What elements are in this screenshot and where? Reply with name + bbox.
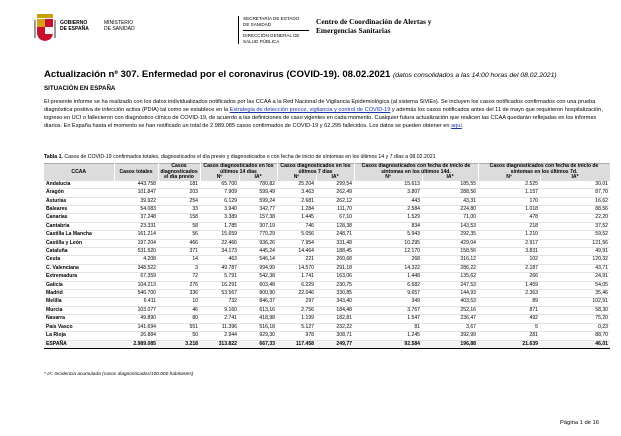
ministry-label bbox=[104, 20, 135, 32]
table-row bbox=[44, 181, 610, 189]
secretariat-line-2: DE SANIDAD bbox=[243, 21, 272, 27]
table-row bbox=[44, 306, 610, 314]
table-cell: 262,49 bbox=[316, 189, 354, 197]
table-cell: 2.989.085 bbox=[114, 340, 158, 348]
table-cell: 54.083 bbox=[114, 206, 158, 214]
table-cell: 9.657 bbox=[354, 290, 422, 298]
table-cell: 603,48 bbox=[239, 281, 277, 289]
table-cell: 72 bbox=[158, 273, 200, 281]
table-cell: 14.322 bbox=[354, 264, 422, 272]
table-cell: 249,77 bbox=[316, 340, 354, 348]
table-row bbox=[44, 222, 610, 230]
table-cell: 121,56 bbox=[540, 239, 610, 247]
col-ia: IA* bbox=[316, 175, 354, 181]
table-row bbox=[44, 248, 610, 256]
center-name bbox=[316, 17, 431, 35]
table-cell: 266 bbox=[478, 273, 540, 281]
table-cell: 5 bbox=[478, 323, 540, 331]
table-cell: 297 bbox=[277, 298, 316, 306]
table-cell: 21.639 bbox=[478, 340, 540, 348]
table-cell: 254 bbox=[158, 197, 200, 205]
center-line-2: Emergencias Sanitarias bbox=[316, 26, 391, 35]
intro-text-1: El presente informe se ha realizado con los datos individualizados notificados por las CCAA a la Red Nacional de Vigilancia Epidemiológica (al sistema SiViEs). Se incluyen los casos notificados confirmados con una prueba diagnóstica positiva de infección activa (PDIA) tal como se establece en la bbox=[44, 99, 596, 113]
table-cell: 392,99 bbox=[422, 332, 478, 340]
gov-line-1: GOBIERNO bbox=[60, 20, 88, 26]
table-cell: 268 bbox=[354, 256, 422, 264]
table-row bbox=[44, 323, 610, 331]
table-cell: 232,22 bbox=[316, 323, 354, 331]
table-cell: 248,71 bbox=[316, 231, 354, 239]
table-cell: 1.448 bbox=[354, 273, 422, 281]
table-cell: 39.922 bbox=[114, 197, 158, 205]
cell-ccaa: Murcia bbox=[44, 306, 114, 314]
table-cell: 224,80 bbox=[422, 206, 478, 214]
table-cell: 1.529 bbox=[354, 214, 422, 222]
table-cell: 276 bbox=[158, 281, 200, 289]
table-row bbox=[44, 239, 610, 247]
table-cell: 117.458 bbox=[277, 340, 316, 348]
table-cell: 929,30 bbox=[239, 332, 277, 340]
table-cell: 135,62 bbox=[422, 273, 478, 281]
table-cell: 49,91 bbox=[540, 248, 610, 256]
table-cell: 871 bbox=[478, 306, 540, 314]
report-title bbox=[44, 69, 557, 80]
table-cell: 1.018 bbox=[478, 206, 540, 214]
table-cell: 170 bbox=[478, 197, 540, 205]
table-cell: 994,99 bbox=[239, 264, 277, 272]
cell-ccaa: Ceuta bbox=[44, 256, 114, 264]
table-cell: 6.229 bbox=[277, 281, 316, 289]
cell-ccaa: Castilla y León bbox=[44, 239, 114, 247]
table-cell: 371 bbox=[158, 248, 200, 256]
table-cell: 732 bbox=[200, 298, 239, 306]
table-cell: 59,52 bbox=[540, 231, 610, 239]
table-cell: 1.785 bbox=[200, 222, 239, 230]
cell-ccaa: Melilla bbox=[44, 298, 114, 306]
table-cell: 260,68 bbox=[316, 256, 354, 264]
table-total-row bbox=[44, 340, 610, 348]
table-cell: 2.584 bbox=[354, 206, 422, 214]
report-title-main: Actualización nº 307. Enfermedad por el coronavirus (COVID-19). 08.02.2021 bbox=[44, 69, 391, 80]
table-cell: 23.331 bbox=[114, 222, 158, 230]
cell-ccaa: Extremadura bbox=[44, 273, 114, 281]
table-cell: 88,56 bbox=[540, 206, 610, 214]
direction-line-2: SALUD PÚBLICA bbox=[243, 38, 280, 44]
cell-ccaa: Castilla La Mancha bbox=[44, 231, 114, 239]
table-cell: 286,22 bbox=[422, 264, 478, 272]
table-cell: 780,82 bbox=[239, 181, 277, 189]
col-prev: Casos diagnosticados el día previo bbox=[158, 164, 200, 181]
table-cell: 16,62 bbox=[540, 197, 610, 205]
table-cell: 6.411 bbox=[114, 298, 158, 306]
table-row bbox=[44, 264, 610, 272]
table-caption-label: Tabla 1. bbox=[44, 154, 63, 160]
table-cell: 331,48 bbox=[316, 239, 354, 247]
table-cell: 14.464 bbox=[277, 248, 316, 256]
table-row bbox=[44, 273, 610, 281]
table-cell: 6.129 bbox=[200, 197, 239, 205]
table-cell: 185,55 bbox=[422, 181, 478, 189]
table-cell: 2.917 bbox=[478, 239, 540, 247]
table-cell: 11.396 bbox=[200, 323, 239, 331]
table-cell: 26.884 bbox=[114, 332, 158, 340]
table-cell: 307,19 bbox=[239, 222, 277, 230]
table-row bbox=[44, 256, 610, 264]
table-cell: 141.694 bbox=[114, 323, 158, 331]
col-n: Nº bbox=[277, 175, 316, 181]
col-group-symptoms-7d: Casos diagnosticados con fecha de inicio de síntomas en los últimos 7d. bbox=[478, 164, 610, 176]
table-cell: 67.359 bbox=[114, 273, 158, 281]
table-cell: 1.210 bbox=[478, 231, 540, 239]
coat-of-arms-icon bbox=[34, 14, 56, 42]
table-cell: 1.157 bbox=[478, 189, 540, 197]
table-cell: 551 bbox=[158, 323, 200, 331]
table-cell: 463 bbox=[200, 256, 239, 264]
table-cell: 88,70 bbox=[540, 332, 610, 340]
table-cell: 157,38 bbox=[239, 214, 277, 222]
table-cell: 281 bbox=[478, 332, 540, 340]
table-cell: 1.741 bbox=[277, 273, 316, 281]
data-link[interactable]: aquí bbox=[451, 123, 462, 129]
table-cell: 546.700 bbox=[114, 290, 158, 298]
table-cell: 15.613 bbox=[354, 181, 422, 189]
table-cell: 1.547 bbox=[354, 315, 422, 323]
table-cell: 203 bbox=[158, 189, 200, 197]
table-cell: 2.756 bbox=[277, 306, 316, 314]
table-cell: 58,30 bbox=[540, 306, 610, 314]
table-cell: 54,05 bbox=[540, 281, 610, 289]
table-cell: 667,33 bbox=[239, 340, 277, 348]
table-cell: 2.944 bbox=[200, 332, 239, 340]
table-cell: 12.170 bbox=[354, 248, 422, 256]
table-cell: 182,81 bbox=[316, 315, 354, 323]
table-cell: 24,91 bbox=[540, 273, 610, 281]
table-cell: 102,91 bbox=[540, 298, 610, 306]
table-cell: 308,71 bbox=[316, 332, 354, 340]
table-cell: 104.213 bbox=[114, 281, 158, 289]
table-row bbox=[44, 315, 610, 323]
table-cell: 7.909 bbox=[200, 189, 239, 197]
table-cell: 542,38 bbox=[239, 273, 277, 281]
table-cell: 16.291 bbox=[200, 281, 239, 289]
table-cell: 418,98 bbox=[239, 315, 277, 323]
table-cell: 3.831 bbox=[478, 248, 540, 256]
cell-ccaa: Cantabria bbox=[44, 222, 114, 230]
table-cell: 181 bbox=[158, 181, 200, 189]
table-cell: 978 bbox=[277, 332, 316, 340]
col-group-14d: Casos diagnosticados en los últimos 14 días bbox=[200, 164, 277, 176]
secretariat-block bbox=[238, 16, 309, 44]
table-cell: 316,12 bbox=[422, 256, 478, 264]
cell-ccaa: Canarias bbox=[44, 214, 114, 222]
table-cell: 81 bbox=[354, 323, 422, 331]
table-row bbox=[44, 189, 610, 197]
table-row bbox=[44, 206, 610, 214]
table-cell: 5.791 bbox=[200, 273, 239, 281]
table-cell: 1.199 bbox=[277, 315, 316, 323]
table-cell: 101.847 bbox=[114, 189, 158, 197]
table-cell: 71,00 bbox=[422, 214, 478, 222]
table-cell: 478 bbox=[478, 214, 540, 222]
table-cell: 443.758 bbox=[114, 181, 158, 189]
cases-table bbox=[44, 163, 611, 349]
table-cell: 46,01 bbox=[540, 340, 610, 348]
table-cell: 291,18 bbox=[316, 264, 354, 272]
table-cell: 53.567 bbox=[200, 290, 239, 298]
intro-text-2: y además los casos notificados antes del 11 de mayo que requirieron hospitalización, ingreso en UCI o fallecieron con diagnóstico clínico de COVID-19, de acuerdo a las definiciones de caso vigentes en cada momento. Cualquier futura actualización que realicen las CCAA quedarán reflejadas en los informes diarios. En España hasta el momento se han notificado un total de 2.989.085 casos confirmados de COVID-19 y 62.295 fallecidos. Los datos se pueden obtener en bbox=[44, 107, 603, 129]
secretariat-line-1: SECRETARÍA DE ESTADO bbox=[243, 16, 300, 21]
table-cell: 613,16 bbox=[239, 306, 277, 314]
table-cell: 746 bbox=[277, 222, 316, 230]
table-cell: 9.160 bbox=[200, 306, 239, 314]
col-ia: IA* bbox=[422, 175, 478, 181]
table-cell: 196,88 bbox=[422, 340, 478, 348]
table-cell: 247,53 bbox=[422, 281, 478, 289]
table-cell: 492 bbox=[478, 315, 540, 323]
table-cell: 15.659 bbox=[200, 231, 239, 239]
table-cell: 3 bbox=[158, 264, 200, 272]
table-cell: 3.389 bbox=[200, 214, 239, 222]
table-cell: 1.459 bbox=[478, 281, 540, 289]
intro-text-3: . bbox=[461, 123, 464, 129]
table-cell: 37.248 bbox=[114, 214, 158, 222]
table-cell: 0,23 bbox=[540, 323, 610, 331]
table-cell: 5.943 bbox=[354, 231, 422, 239]
table-cell: 89 bbox=[478, 298, 540, 306]
table-cell: 3.218 bbox=[158, 340, 200, 348]
ministry-line-1: MINISTERIO bbox=[104, 20, 134, 26]
direction-line-1: DIRECCIÓN GENERAL DE bbox=[243, 33, 300, 39]
table-cell: 58 bbox=[158, 222, 200, 230]
cell-ccaa: País Vasco bbox=[44, 323, 114, 331]
table-cell: 158 bbox=[158, 214, 200, 222]
section-title: SITUACIÓN EN ESPAÑA bbox=[44, 85, 116, 92]
table-cell: 46 bbox=[158, 306, 200, 314]
table-row bbox=[44, 298, 610, 306]
cell-ccaa: La Rioja bbox=[44, 332, 114, 340]
table-cell: 22.466 bbox=[200, 239, 239, 247]
table-cell: 252,16 bbox=[422, 306, 478, 314]
table-row bbox=[44, 332, 610, 340]
table-cell: 67,10 bbox=[316, 214, 354, 222]
table-cell: 43,71 bbox=[540, 264, 610, 272]
table-cell: 429,04 bbox=[422, 239, 478, 247]
table-cell: 466 bbox=[158, 239, 200, 247]
table-cell: 3.463 bbox=[277, 189, 316, 197]
table-cell: 10.295 bbox=[354, 239, 422, 247]
table-cell: 65.700 bbox=[200, 181, 239, 189]
table-cell: 92.584 bbox=[354, 340, 422, 348]
table-cell: 14.570 bbox=[277, 264, 316, 272]
table-row bbox=[44, 281, 610, 289]
intro-paragraph bbox=[44, 98, 604, 130]
table-cell: 37,52 bbox=[540, 222, 610, 230]
table-cell: 35,46 bbox=[540, 290, 610, 298]
table-cell: 30,01 bbox=[540, 181, 610, 189]
table-cell: 3.807 bbox=[354, 189, 422, 197]
table-row bbox=[44, 197, 610, 205]
table-cell: 103.077 bbox=[114, 306, 158, 314]
table-cell: 3,67 bbox=[422, 323, 478, 331]
cell-ccaa: Madrid bbox=[44, 290, 114, 298]
table-cell: 403,53 bbox=[422, 298, 478, 306]
table-cell: 50 bbox=[158, 332, 200, 340]
table-cell: 161.214 bbox=[114, 231, 158, 239]
table-cell: 348.522 bbox=[114, 264, 158, 272]
table-cell: 34.173 bbox=[200, 248, 239, 256]
table-cell: 336 bbox=[158, 290, 200, 298]
table-cell: 188,45 bbox=[316, 248, 354, 256]
table-cell: 5.127 bbox=[277, 323, 316, 331]
table-cell: 7.954 bbox=[277, 239, 316, 247]
table-cell: 800,90 bbox=[239, 290, 277, 298]
table-cell: 2.363 bbox=[478, 290, 540, 298]
table-footnote: * IA: Incidencia acumulada (casos diagnosticados/100.000 habitantes) bbox=[44, 372, 194, 377]
table-cell: 10 bbox=[158, 298, 200, 306]
table-cell: 834 bbox=[354, 222, 422, 230]
table-cell: 2.741 bbox=[200, 315, 239, 323]
cell-ccaa: Baleares bbox=[44, 206, 114, 214]
cell-ccaa: Aragón bbox=[44, 189, 114, 197]
col-group-7d: Casos diagnosticados en los últimos 7 días bbox=[277, 164, 354, 176]
table-caption-text: Casos de COVID-19 confirmados totales, diagnosticados el día previo y diagnosticados o con fecha de inicio de síntomas en los últimos 14 y 7 días a 08.02.2021 bbox=[62, 154, 436, 160]
table-cell: 184,48 bbox=[316, 306, 354, 314]
table-cell: 144,93 bbox=[422, 290, 478, 298]
table-cell: 56 bbox=[158, 231, 200, 239]
document-header bbox=[26, 12, 606, 54]
table-cell: 2.187 bbox=[478, 264, 540, 272]
table-cell: 22.046 bbox=[277, 290, 316, 298]
table-cell: 445,24 bbox=[239, 248, 277, 256]
table-row bbox=[44, 231, 610, 239]
government-label bbox=[60, 20, 89, 32]
table-cell: 230,75 bbox=[316, 281, 354, 289]
table-cell: 3.940 bbox=[200, 206, 239, 214]
cell-ccaa: Andalucía bbox=[44, 181, 114, 189]
table-cell: 516,18 bbox=[239, 323, 277, 331]
col-group-symptoms-14d: Casos diagnosticados con fecha de inicio de síntomas en los últimos 14d. bbox=[354, 164, 478, 176]
table-cell: 262,12 bbox=[316, 197, 354, 205]
table-cell: 3.767 bbox=[354, 306, 422, 314]
table-cell: 599,49 bbox=[239, 189, 277, 197]
cell-ccaa: Asturias bbox=[44, 197, 114, 205]
table-cell: 25.204 bbox=[277, 181, 316, 189]
table-cell: 111,70 bbox=[316, 206, 354, 214]
table-cell: 2.525 bbox=[478, 181, 540, 189]
table-cell: 6.682 bbox=[354, 281, 422, 289]
report-title-note: (datos consolidados a las 14:00 horas del 08.02.2021) bbox=[393, 72, 557, 79]
table-cell: 75,20 bbox=[540, 315, 610, 323]
table-cell: 343,40 bbox=[316, 298, 354, 306]
table-cell: 599,24 bbox=[239, 197, 277, 205]
table-cell: 33 bbox=[158, 206, 200, 214]
table-cell: 299,54 bbox=[316, 181, 354, 189]
table-cell: 770,29 bbox=[239, 231, 277, 239]
col-ia: IA* bbox=[540, 175, 610, 181]
table-cell: 546,14 bbox=[239, 256, 277, 264]
table-cell: 49.890 bbox=[114, 315, 158, 323]
table-cell: 349 bbox=[354, 298, 422, 306]
table-cell: 221 bbox=[277, 256, 316, 264]
strategy-link[interactable]: Estrategia de detección precoz, vigilancia y control de COVID-19 bbox=[229, 107, 391, 113]
table-cell: 128,38 bbox=[316, 222, 354, 230]
col-ia: IA* bbox=[239, 175, 277, 181]
table-cell: 49.787 bbox=[200, 264, 239, 272]
table-cell: 102 bbox=[478, 256, 540, 264]
table-cell: 236,47 bbox=[422, 315, 478, 323]
table-cell: 120,32 bbox=[540, 256, 610, 264]
table-cell: 1.445 bbox=[277, 214, 316, 222]
col-ccaa: CCAA bbox=[44, 164, 114, 181]
center-line-1: Centro de Coordinación de Alertas y bbox=[316, 17, 432, 26]
cell-ccaa: Galicia bbox=[44, 281, 114, 289]
table-cell: 143,53 bbox=[422, 222, 478, 230]
table-cell: 4.208 bbox=[114, 256, 158, 264]
table-cell: 1.284 bbox=[277, 206, 316, 214]
table-cell: 197.204 bbox=[114, 239, 158, 247]
cell-ccaa: C. Valenciana bbox=[44, 264, 114, 272]
table-cell: 43,31 bbox=[422, 197, 478, 205]
table-cell: 531.520 bbox=[114, 248, 158, 256]
table-cell: 218 bbox=[478, 222, 540, 230]
col-total: Casos totales bbox=[114, 164, 158, 181]
cell-ccaa: Cataluña bbox=[44, 248, 114, 256]
table-cell: 14 bbox=[158, 256, 200, 264]
table-cell: 288,56 bbox=[422, 189, 478, 197]
table-cell: 342,77 bbox=[239, 206, 277, 214]
table-cell: 330,85 bbox=[316, 290, 354, 298]
col-n: Nº bbox=[200, 175, 239, 181]
table-cell: 163,06 bbox=[316, 273, 354, 281]
table-cell: 158,56 bbox=[422, 248, 478, 256]
cell-ccaa: Navarra bbox=[44, 315, 114, 323]
ministry-line-2: DE SANIDAD bbox=[104, 26, 135, 32]
table-cell: 846,37 bbox=[239, 298, 277, 306]
cell-ccaa: ESPAÑA bbox=[44, 340, 114, 348]
col-n: Nº bbox=[478, 175, 540, 181]
table-body bbox=[44, 181, 610, 349]
col-n: Nº bbox=[354, 175, 422, 181]
table-cell: 313.822 bbox=[200, 340, 239, 348]
table-cell: 443 bbox=[354, 197, 422, 205]
gov-line-2: DE ESPAÑA bbox=[60, 26, 89, 32]
table-row bbox=[44, 290, 610, 298]
page-number: Página 1 de 16 bbox=[560, 420, 600, 426]
table-cell: 936,26 bbox=[239, 239, 277, 247]
table-cell: 22,20 bbox=[540, 214, 610, 222]
table-row bbox=[44, 214, 610, 222]
table-cell: 87,70 bbox=[540, 189, 610, 197]
table-cell: 5.056 bbox=[277, 231, 316, 239]
table-cell: 1.245 bbox=[354, 332, 422, 340]
table-cell: 2.681 bbox=[277, 197, 316, 205]
table-cell: 292,35 bbox=[422, 231, 478, 239]
table-cell: 80 bbox=[158, 315, 200, 323]
table-caption bbox=[44, 154, 436, 160]
